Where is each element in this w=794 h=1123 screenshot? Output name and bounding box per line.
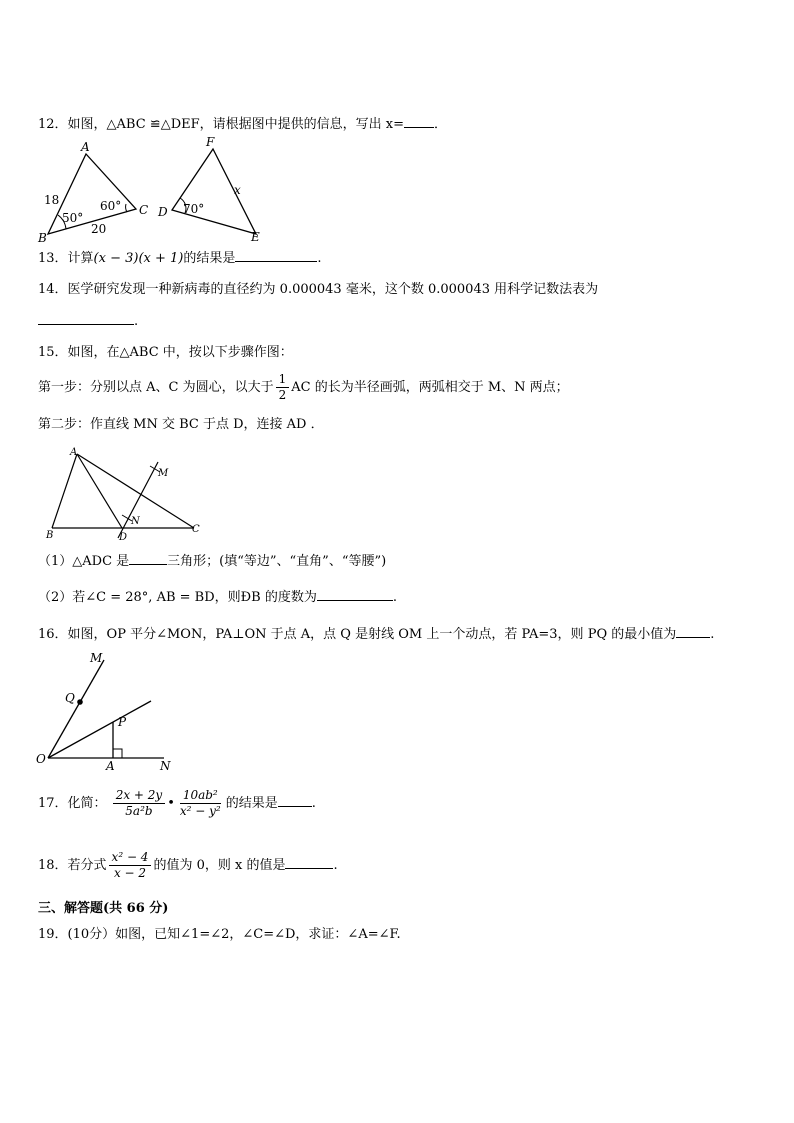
- side-x-label: x: [234, 183, 241, 197]
- q15-figure: [42, 446, 212, 546]
- answer-blank: [278, 794, 312, 807]
- question-15-sub1: （1）△ADC 是 三角形；(填“等边”、“直角”、“等腰”): [38, 554, 387, 569]
- question-18: 18．若分式 $\frac{\text{x² − 4}}{x - 2}$ 的值为 0，则 x 的值是 .: [38, 850, 338, 880]
- question-14-answer: .: [38, 312, 138, 331]
- section-heading: 三、解答题(共 66 分): [38, 901, 169, 916]
- answer-blank: [676, 625, 710, 638]
- svg-text:Q: Q: [65, 691, 75, 705]
- question-14-text: 14．医学研究发现一种新病毒的直径约为 0.000043 毫米，这个数 0.000043 用科学记数法表为: [38, 282, 599, 297]
- q16-figure: [34, 646, 184, 774]
- fraction-2: $\frac{\text{10ab²}}{\text{x² − y²}}$: [179, 788, 221, 818]
- angle-c-label: 60°: [100, 199, 122, 213]
- svg-text:P: P: [118, 715, 127, 729]
- svg-text:M: M: [90, 651, 103, 665]
- question-13: 13．计算(x − 3)(x + 1)的结果是 .: [38, 251, 322, 266]
- svg-text:M: M: [158, 468, 169, 479]
- question-15-intro: 15．如图，在△ABC 中，按以下步骤作图：: [38, 345, 293, 360]
- question-15-step2: 第二步：作直线 MN 交 BC 于点 D，连接 AD ．: [38, 417, 324, 432]
- answer-blank: [38, 312, 134, 325]
- ray-om: [48, 660, 104, 758]
- triangle-def: [172, 149, 256, 234]
- svg-text:C: C: [192, 524, 200, 535]
- multiply-dot: •: [167, 796, 175, 811]
- label-c: C: [139, 203, 149, 217]
- answer-blank: [404, 115, 434, 128]
- svg-text:A: A: [70, 447, 78, 458]
- question-16: 16．如图，OP 平分∠MON，PA⊥ON 于点 A，点 Q 是射线 OM 上一个动点，若 PA=3，则 PQ 的最小值为 .: [38, 627, 715, 642]
- svg-text:N: N: [131, 516, 140, 527]
- svg-text:A: A: [106, 759, 115, 773]
- point-q: [77, 699, 83, 705]
- side-ab-label: 18: [44, 193, 60, 207]
- angle-b-label: 50°: [62, 211, 84, 225]
- angle-c-arc: [126, 204, 127, 212]
- angle-d-label: 70°: [183, 202, 205, 216]
- label-b: B: [38, 231, 47, 245]
- svg-text:O: O: [36, 752, 46, 766]
- right-angle-mark: [113, 749, 122, 758]
- question-12: 12．如图，△ABC ≌△DEF，请根据图中提供的信息，写出 x= ．: [38, 117, 447, 132]
- q12-figure: [36, 136, 276, 246]
- question-19: 19．(10分）如图，已知∠1=∠2，∠C=∠D，求证：∠A=∠F.: [38, 927, 401, 942]
- fraction-1: $\frac{2x + 2y}{\text{5a²b}}$: [113, 788, 166, 819]
- fraction: $\frac{\text{x² − 4}}{x - 2}$: [109, 850, 152, 881]
- label-e: E: [251, 230, 260, 244]
- answer-blank: [317, 588, 393, 601]
- svg-text:N: N: [160, 759, 171, 773]
- answer-blank: [235, 249, 317, 262]
- question-15-step1: 第一步：分别以点 A、C 为圆心，以大于 $\frac{1}{2}$ AC 的长为半径画弧，两弧相交于 M、N 两点；: [38, 372, 569, 402]
- question-15-sub2: （2）若∠C = 28°, AB = BD，则ÐB 的度数为 .: [38, 590, 397, 605]
- svg-text:D: D: [119, 532, 128, 543]
- question-12-text: 12．如图，△ABC ≌△DEF，请根据图中提供的信息，写出 x=: [38, 117, 404, 132]
- answer-blank: [285, 856, 333, 869]
- question-17: 17．化简： $\frac{2x + 2y}{\text{5a²b}}$ • $\frac{\text{10ab²}}{\text{x² − y²}}$ 的结果是 .: [38, 788, 316, 818]
- question-14: [38, 281, 598, 299]
- answer-blank: [129, 552, 167, 565]
- ray-op: [48, 701, 151, 758]
- label-a: A: [81, 140, 90, 154]
- side-bc-label: 20: [91, 222, 107, 236]
- q13-expression: (x − 3)(x + 1): [93, 251, 184, 266]
- label-f: F: [206, 136, 215, 149]
- svg-text:B: B: [46, 530, 54, 541]
- question-16-text: 16．如图，OP 平分∠MON，PA⊥ON 于点 A，点 Q 是射线 OM 上一个动点，若 PA=3，则 PQ 的最小值为: [38, 627, 677, 642]
- label-d: D: [158, 205, 168, 219]
- fraction-half: $\frac{1}{2}$: [276, 372, 290, 403]
